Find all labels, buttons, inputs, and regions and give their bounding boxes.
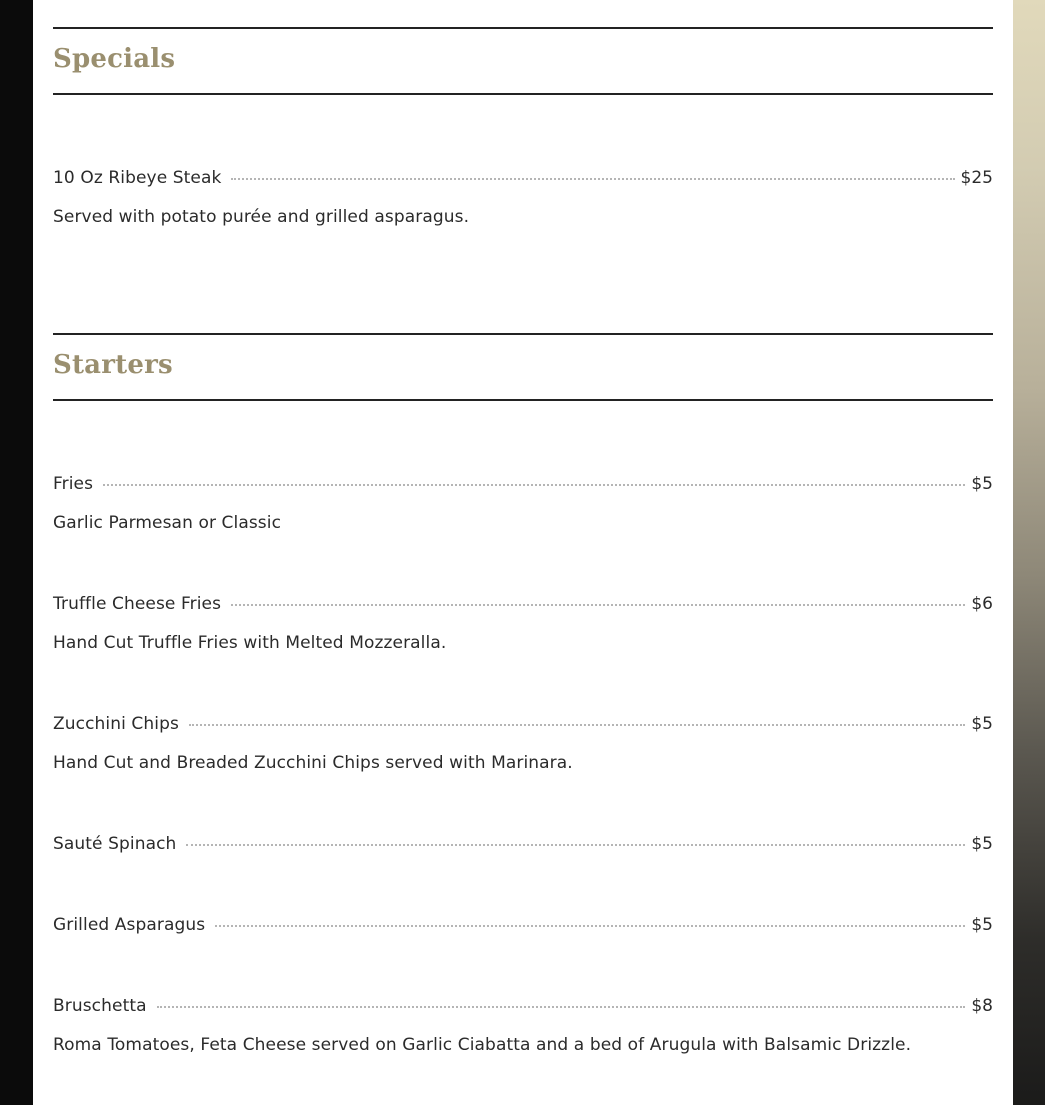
menu-item: [53, 714, 993, 773]
dotted-leader: [157, 1004, 966, 1008]
menu-item-description: Garlic Parmesan or Classic: [53, 513, 282, 533]
menu-item-name: Fries: [53, 474, 94, 494]
dotted-leader: [231, 176, 954, 180]
menu-item: [53, 474, 993, 533]
menu-item-row: [53, 915, 993, 939]
dotted-leader: [186, 842, 965, 846]
menu-item-price: $6: [971, 594, 993, 614]
section-specials: [53, 27, 993, 227]
section-header: [53, 333, 993, 401]
right-background: [1013, 0, 1045, 1105]
menu-item: [53, 594, 993, 653]
menu-item-row: [53, 474, 993, 498]
menu-item-row: [53, 996, 993, 1020]
menu-item-description: Hand Cut and Breaded Zucchini Chips served with Marinara.: [53, 753, 573, 773]
menu-item-row: [53, 714, 993, 738]
left-background: [0, 0, 33, 1105]
section-starters: [53, 333, 993, 1055]
menu-item-name: Zucchini Chips: [53, 714, 179, 734]
menu-item-name: Grilled Asparagus: [53, 915, 206, 935]
menu-panel: [33, 0, 1013, 1105]
menu-item: [53, 168, 993, 227]
section-title: Starters: [53, 350, 173, 380]
section-header: [53, 27, 993, 95]
menu-item-price: $5: [971, 834, 993, 854]
menu-item-name: 10 Oz Ribeye Steak: [53, 168, 222, 188]
menu-item: [53, 996, 993, 1055]
menu-item-name: Truffle Cheese Fries: [53, 594, 222, 614]
menu-item-price: $25: [960, 168, 993, 188]
menu-item-description: Roma Tomatoes, Feta Cheese served on Garlic Ciabatta and a bed of Arugula with Balsamic Drizzle.: [53, 1035, 912, 1055]
section-title: Specials: [53, 44, 176, 74]
dotted-leader: [231, 602, 965, 606]
menu-item-price: $5: [971, 474, 993, 494]
menu-item-description: Served with potato purée and grilled asparagus.: [53, 207, 470, 227]
menu-item-row: [53, 594, 993, 618]
dotted-leader: [103, 482, 965, 486]
menu-item: [53, 834, 993, 858]
dotted-leader: [189, 722, 965, 726]
menu-item-description: Hand Cut Truffle Fries with Melted Mozzeralla.: [53, 633, 447, 653]
dotted-leader: [215, 923, 965, 927]
menu-item-name: Sauté Spinach: [53, 834, 177, 854]
menu-item-row: [53, 168, 993, 192]
menu-item-price: $5: [971, 714, 993, 734]
menu-item-row: [53, 834, 993, 858]
menu-item-name: Bruschetta: [53, 996, 147, 1016]
menu-item: [53, 915, 993, 939]
menu-item-price: $5: [971, 915, 993, 935]
menu-item-price: $8: [971, 996, 993, 1016]
